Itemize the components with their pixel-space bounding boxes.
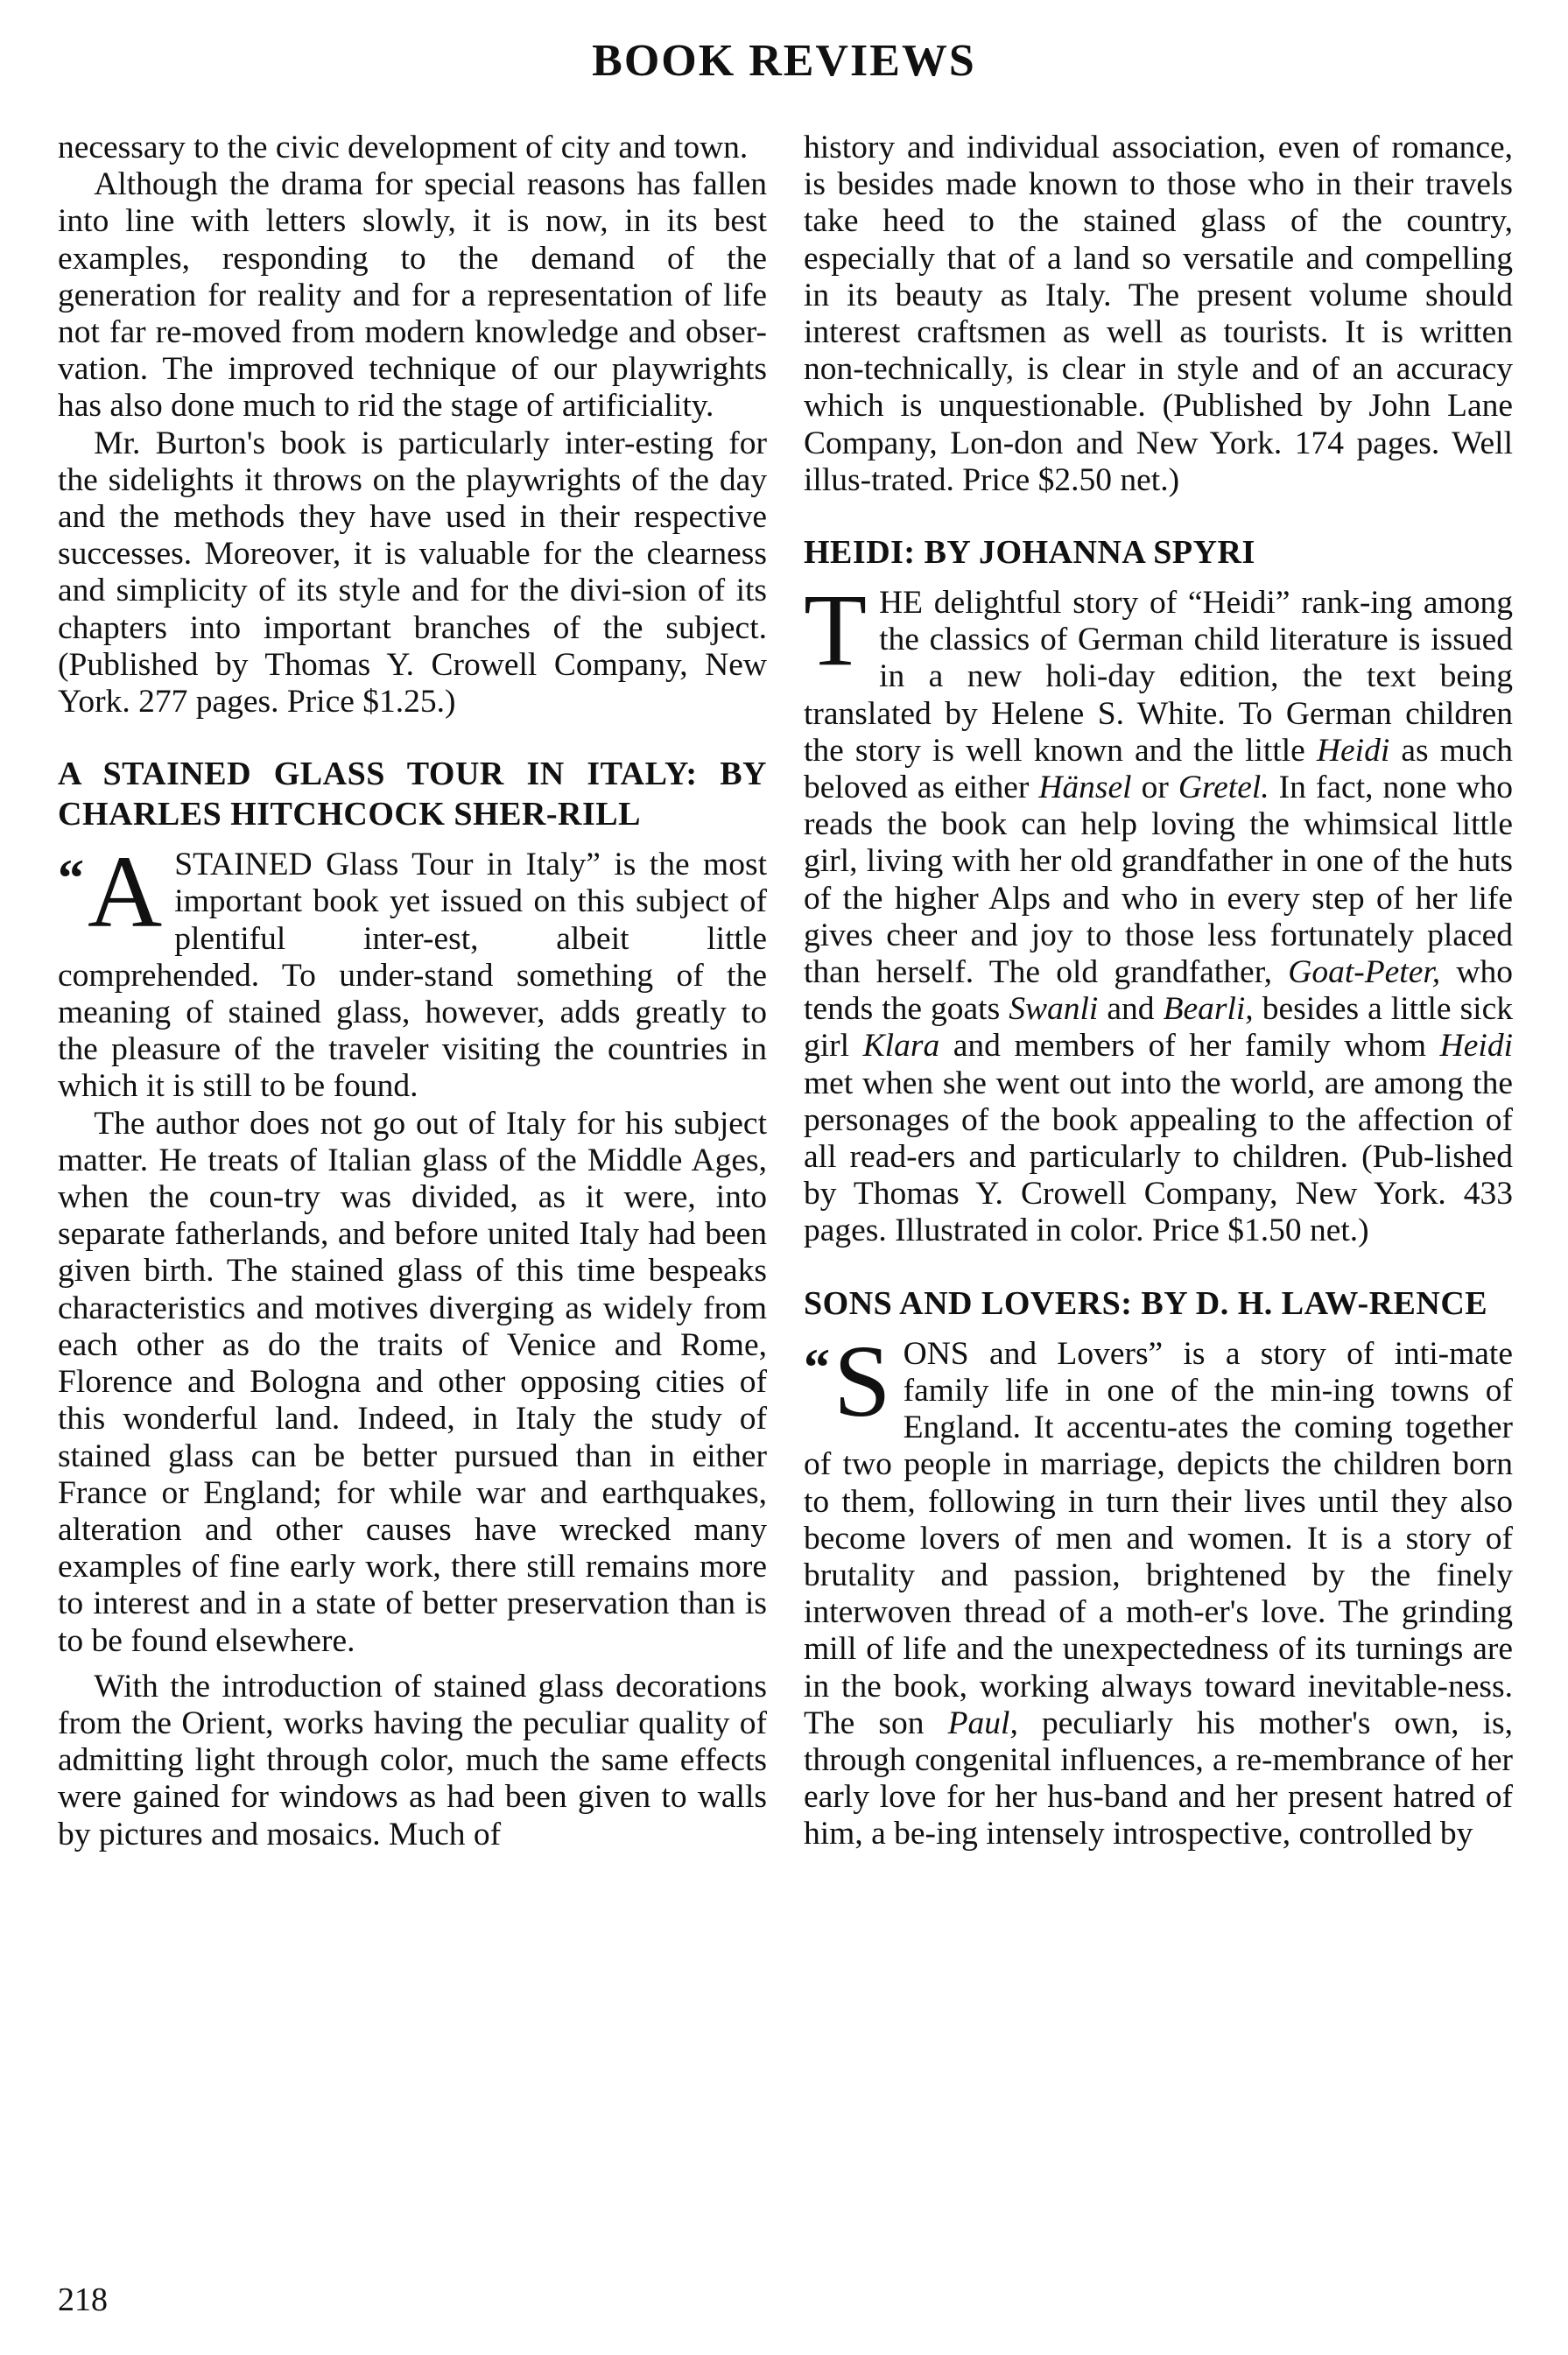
review-title-sons-and-lovers: SONS AND LOVERS: BY D. H. LAW-RENCE (804, 1284, 1488, 1322)
paragraph: Mr. Burton's book is particularly inter-esting for the sidelights it throws on the playwrights of the day and the methods they have used in their respective successes. Moreover, it is valuable for the clearness and simplicity of its style and for the divi-sion of its chapters into important branches of the subject. (Published by Thomas Y. Crowell Company, New York. 277 pages. Price $1.25.) (58, 425, 767, 721)
paragraph: THE delightful story of “Heidi” rank-ing among the classics of German child literature is issued in a new holi-day edition, the text being translated by Helene S. White. To German children the story is well known and the little Heidi as much beloved as either Hänsel or Gretel. In fact, none who reads the book can help loving the whimsical little girl, living with her old grandfather in one of the huts of the higher Alps and who in every step of her life gives cheer and joy to those less fortunately placed than herself. The old grandfather, Goat-Peter, who tends the goats Swanli and Bearli, besides a little sick girl Klara and members of her family whom Heidi met when she went out into the world, are among the personages of the book appealing to the affection of all read-ers and particularly to children. (Pub-lished by Thomas Y. Crowell Company, New York. 433 pages. Illustrated in color. Price $1.50 net.) (804, 573, 1513, 1249)
paragraph: history and individual association, even of romance, is besides made known to those who in their travels take heed to the stained glass of the country, especially that of a land so versatile and compelling in its beauty as Italy. The present volume should interest craftsmen as well as tourists. It is written non-technically, is clear in style and of an accuracy which is unquestionable. (Published by John Lane Company, Lon-don and New York. 174 pages. Well illus-trated. Price $2.50 net.) (804, 130, 1513, 498)
drop-cap: “S (804, 1323, 891, 1438)
drop-cap: “A (58, 834, 163, 950)
review-title-stained-glass: A STAINED GLASS TOUR IN ITALY: BY CHARLES HITCHCOCK SHER-RILL (58, 756, 767, 833)
right-column (804, 130, 1513, 1853)
paragraph: necessary to the civic development of city and town. (58, 130, 749, 165)
paragraph: The author does not go out of Italy for his subject matter. He treats of Italian glass of the Middle Ages, when the coun-try was divided, as it were, into separate fatherlands, and before united Italy had been given birth. The stained glass of this time bespeaks characteristics and motives diverging as widely from each other as do the traits of Venice and Rome, Florence and Bologna and other opposing cities of this wonderful land. Indeed, in Italy the study of stained glass can be better pursued than in either France or England; for while war and earthquakes, alteration and other causes have wrecked many examples of fine early work, there still remains more to interest and in a state of better preservation than is to be found elsewhere. (58, 1105, 767, 1659)
paragraph: Although the drama for special reasons has fallen into line with letters slowly, it is now, in its best examples, responding to the demand of the generation for reality and for a representation of life not far re-moved from modern knowledge and obser-vation. The improved technique of our playwrights has also done much to rid the stage of artificiality. (58, 166, 767, 425)
drop-cap: T (804, 573, 868, 688)
paragraph: With the introduction of stained glass decorations from the Orient, works having the peculiar quality of admitting light through color, much the same effects were gained for windows as had been given to walls by pictures and mosaics. Much of (58, 1668, 767, 1852)
running-header: BOOK REVIEWS (592, 36, 976, 86)
left-column (58, 130, 767, 1853)
page-number: 218 (58, 2281, 108, 2318)
paragraph: “A STAINED Glass Tour in Italy” is the most important book yet issued on this subject of plentiful inter-est, albeit little comprehended. To under-stand something of the meaning of stained glass, however, adds greatly to the pleasure of the traveler visiting the countries in which it is still to be found. (58, 834, 767, 1105)
review-title-heidi: HEIDI: BY JOHANNA SPYRI (804, 534, 1255, 572)
paragraph: “S ONS and Lovers” is a story of inti-mate family life in one of the min-ing towns of England. It accentu-ates the coming together of two people in marriage, depicts the children born to them, following in turn their lives until they also become lovers of men and women. It is a story of brutality and passion, brightened by the finely interwoven thread of a moth-er's love. The grinding mill of life and the unexpectedness of its turnings are in the book, working always toward inevitable-ness. The son Paul, peculiarly his mother's own, is, through congenital influences, a re-membrance of her early love for her hus-band and her present hatred of him, a be-ing intensely introspective, controlled by (804, 1323, 1513, 1852)
